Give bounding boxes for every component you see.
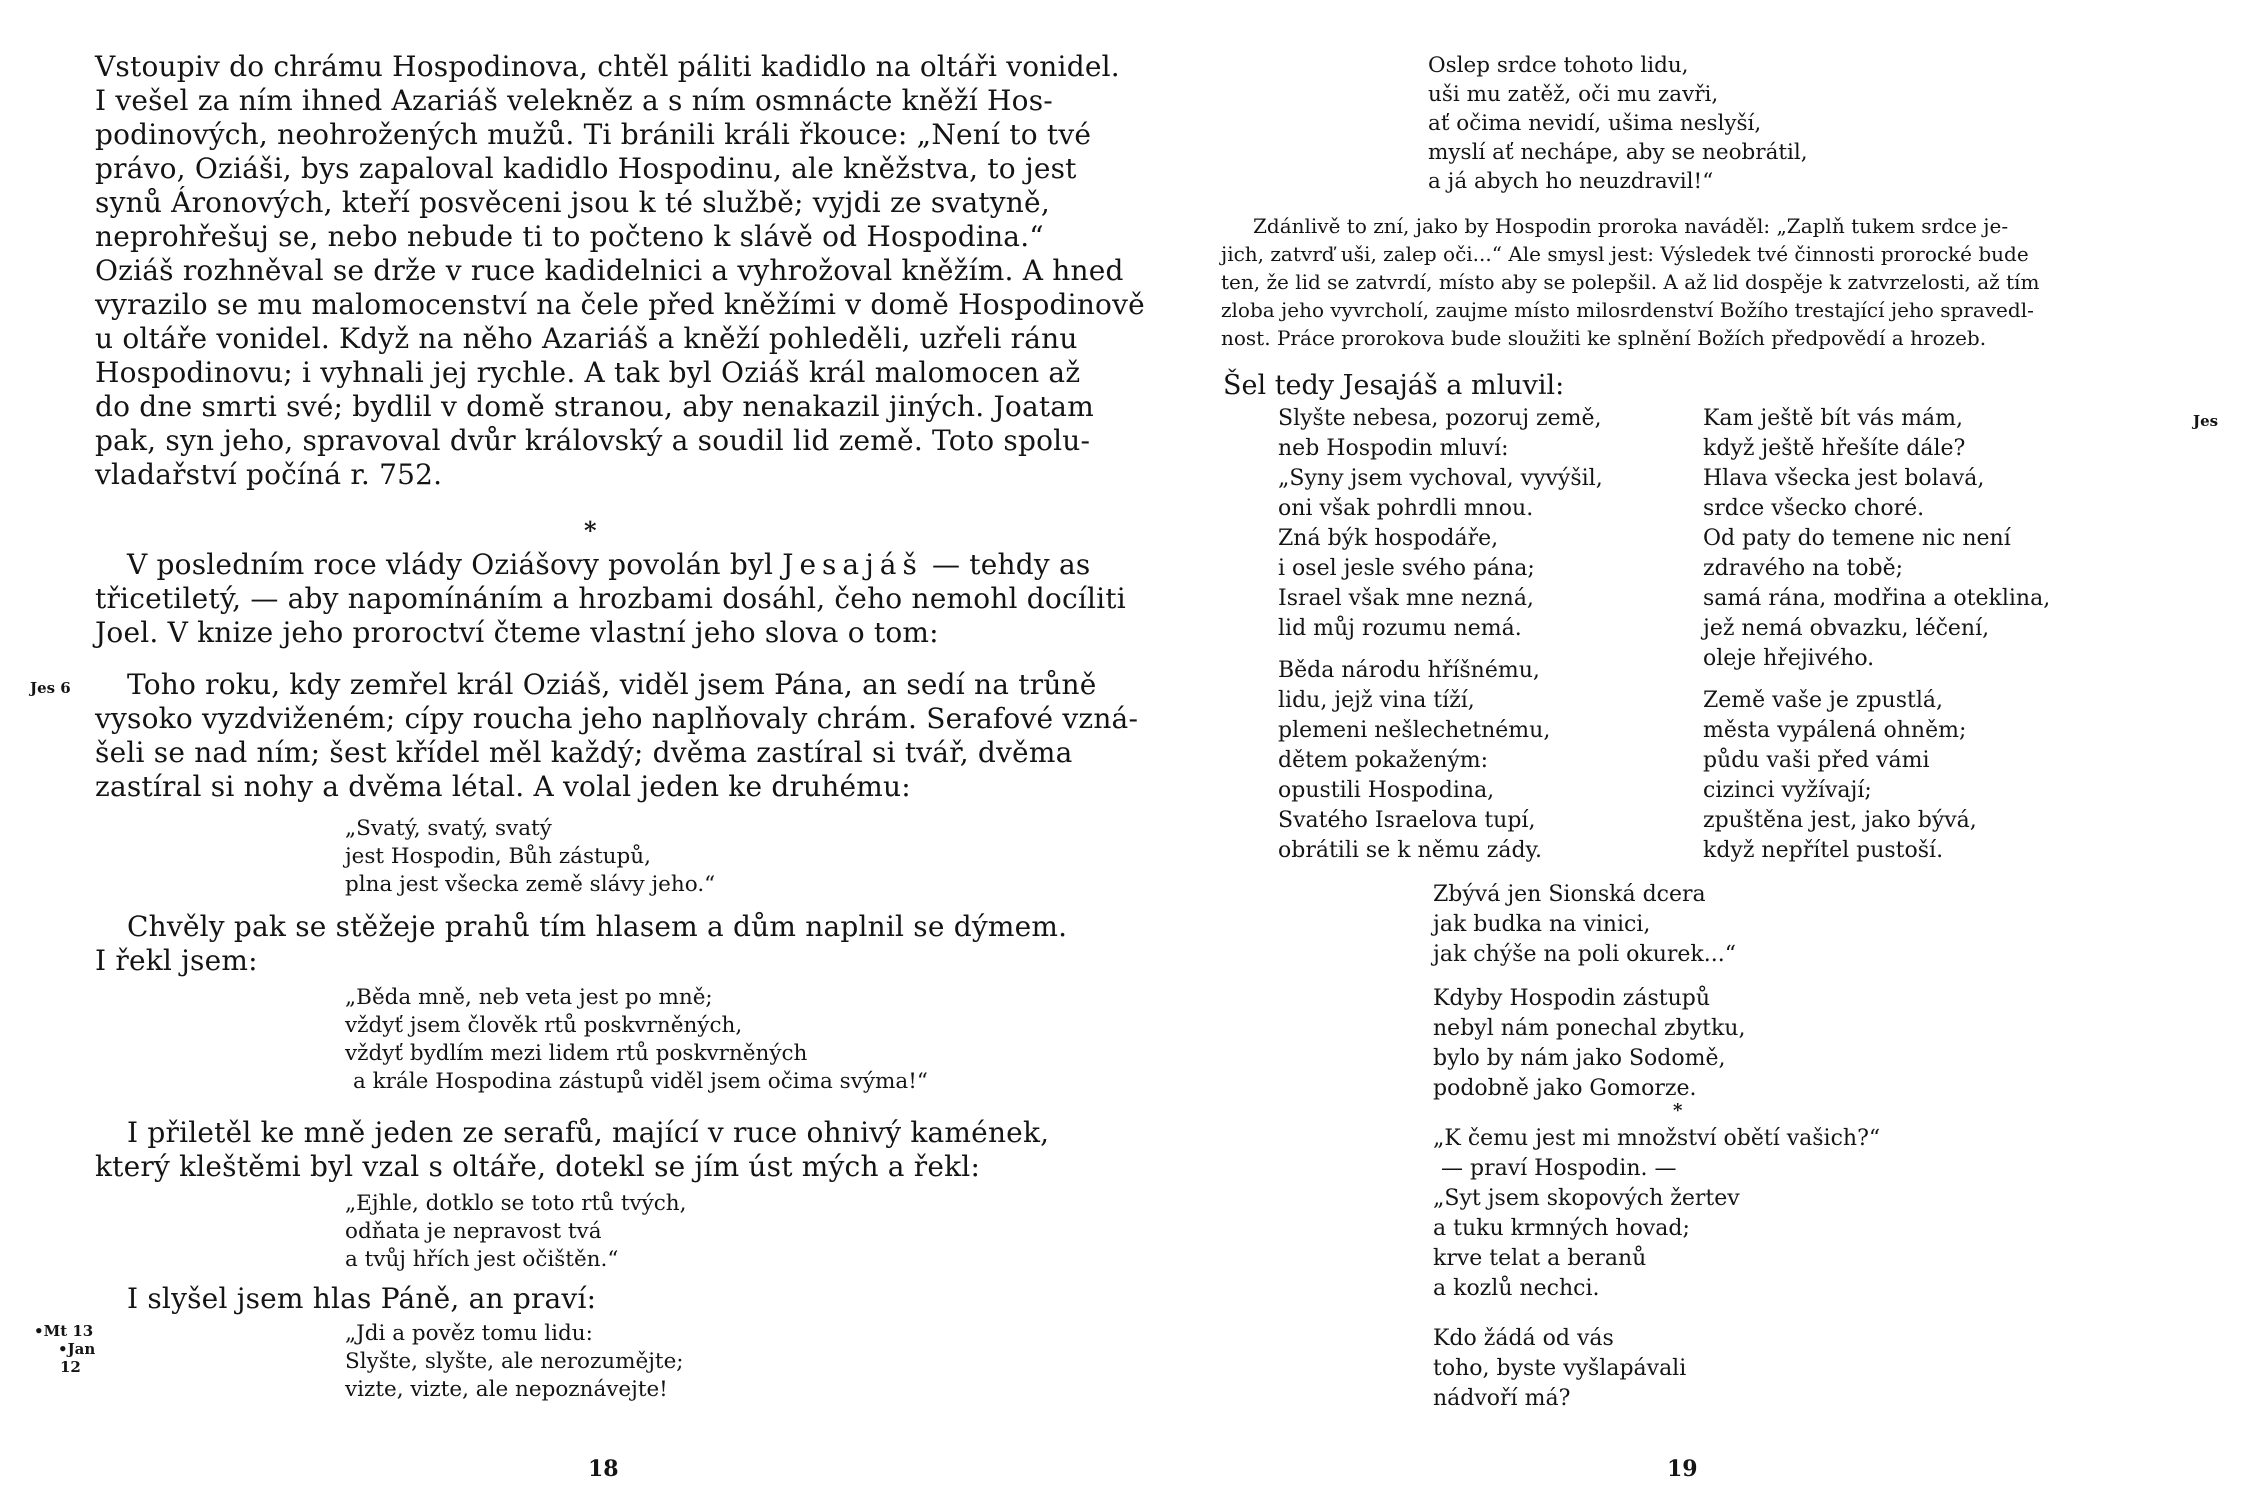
verse-line: plemeni nešlechetnému, [1278,718,1551,743]
text-line: který kleštěmi byl vzal s oltáře, dotekl se jím úst mých a řekl: [95,1150,981,1183]
verse-line: „K čemu jest mi množství obětí vašich?“ [1433,1126,1881,1151]
quote-line: vizte, vizte, ale nepoznávejte! [345,1377,668,1402]
verse-line: Od paty do temene nic není [1703,526,2011,551]
text-line: I přiletěl ke mně jeden ze serafů, mající v ruce ohnivý kamének, [127,1116,1050,1149]
quote-line: plna jest všecka země slávy jeho.“ [345,872,716,897]
note-line: ten, že lid se zatvrdí, místo aby se polepšil. A až lid dospěje k zatvrzelosti, až tím [1221,270,2040,294]
margin-reference-chapter: 12 [60,1358,81,1376]
verse-line: cizinci vyžívají; [1703,778,1872,803]
quote-line: Oslep srdce tohoto lidu, [1428,53,1689,78]
verse-line: oleje hřejivého. [1703,646,1875,671]
text-line: neprohřešuj se, nebo nebude ti to počteno k slávě od Hospodina.“ [95,220,1044,253]
verse-line: opustili Hospodina, [1278,778,1495,803]
text-line: pak, syn jeho, spravoval dvůr královský a soudil lid země. Toto spolu- [95,424,1091,457]
text-segment: — tehdy as [922,548,1091,581]
verse-line: neb Hospodin mluví: [1278,436,1509,461]
verse-line: srdce všecko choré. [1703,496,1925,521]
text-line: u oltáře vonidel. Když na něho Azariáš a kněží pohleděli, uzřeli ránu [95,322,1078,355]
verse-line: když ještě hřešíte dále? [1703,436,1966,461]
verse-line: krve telat a beranů [1433,1246,1647,1271]
verse-line: Země vaše je zpustlá, [1703,688,1943,713]
verse-line: zdravého na tobě; [1703,556,1904,581]
quote-line: uši mu zatěž, oči mu zavři, [1428,82,1719,107]
verse-line: toho, byste vyšlapávali [1433,1356,1687,1381]
text-line: vysoko vyzdviženém; cípy roucha jeho naplňovaly chrám. Serafové vzná- [95,702,1139,735]
verse-line: zpuštěna jest, jako bývá, [1703,808,1977,833]
text-line: třicetiletý, — aby napomínáním a hrozbami dosáhl, čeho nemohl docíliti [95,582,1126,615]
verse-line: oni však pohrdli mnou. [1278,496,1534,521]
verse-line: nádvoří má? [1433,1386,1571,1411]
quote-line: „Ejhle, dotklo se toto rtů tvých, [345,1191,687,1216]
text-line [127,548,1090,582]
text-line: šeli se nad ním; šest křídel měl každý; dvěma zastíral si tvář, dvěma [95,736,1073,769]
quote-line: a tvůj hřích jest očištěn.“ [345,1247,619,1272]
verse-line: když nepřítel pustoší. [1703,838,1944,863]
verse-line: bylo by nám jako Sodomě, [1433,1046,1726,1071]
text-line: Toho roku, kdy zemřel král Oziáš, viděl jsem Pána, an sedí na trůně [127,668,1097,701]
note-line: jich, zatvrď uši, zalep oči...“ Ale smysl jest: Výsledek tvé činnosti prorocké bude [1221,242,2029,266]
verse-line: jež nemá obvazku, léčení, [1703,616,1990,641]
verse-line: „Syny jsem vychoval, vyvýšil, [1278,466,1603,491]
verse-line: samá rána, modřina a oteklina, [1703,586,2051,611]
text-line: synů Áronových, kteří posvěceni jsou k té službě; vyjdi ze svatyně, [95,186,1050,219]
verse-line: Zná býk hospodáře, [1278,526,1499,551]
verse-line: obrátili se k němu zády. [1278,838,1543,863]
text-line: I vešel za ním ihned Azariáš velekněz a s ním osmnácte kněží Hos- [95,84,1053,117]
heading-line: Šel tedy Jesajáš a mluvil: [1223,370,1565,401]
text-line: do dne smrti své; bydlil v domě stranou, aby nenakazil jiných. Joatam [95,390,1094,423]
text-line: Chvěly pak se stěžeje prahů tím hlasem a dům naplnil se dýmem. [127,910,1068,943]
text-line: I řekl jsem: [95,944,258,977]
text-line: Hospodinovu; i vyhnali jej rychle. A tak byl Oziáš král malomocen až [95,356,1081,389]
verse-line: Kam ještě bít vás mám, [1703,406,1964,431]
text-line: I slyšel jsem hlas Páně, an praví: [127,1282,597,1315]
note-line: nost. Práce prorokova bude sloužiti ke splnění Božích předpovědí a hrozeb. [1221,326,1987,350]
margin-reference-mt: •Mt 13 [34,1322,94,1340]
section-separator: * [1673,1100,1683,1121]
verse-line: Běda národu hříšnému, [1278,658,1540,683]
verse-line: lid můj rozumu nemá. [1278,616,1522,641]
quote-line: vždyť bydlím mezi lidem rtů poskvrněných [345,1041,808,1066]
verse-line: — praví Hospodin. — [1441,1156,1677,1181]
section-separator: * [584,516,597,545]
verse-line: města vypálená ohněm; [1703,718,1967,743]
verse-line: „Syt jsem skopových žertev [1433,1186,1740,1211]
quote-line: „Jdi a pověz tomu lidu: [345,1321,593,1346]
page-number: 19 [1667,1456,1698,1482]
quote-line: ať očima nevidí, ušima neslyší, [1428,111,1762,136]
verse-line: lidu, jejž vina tíží, [1278,688,1475,713]
verse-line: i osel jesle svého pána; [1278,556,1535,581]
text-line: zastíral si nohy a dvěma létal. A volal jeden ke druhému: [95,770,911,803]
quote-line: jest Hospodin, Bůh zástupů, [345,844,651,869]
margin-reference-jes: Jes [2193,412,2219,430]
verse-line: Hlava všecka jest bolavá, [1703,466,1985,491]
verse-line: půdu vaši před vámi [1703,748,1930,773]
right-page [1123,0,2246,1500]
verse-line: Zbývá jen Sionská dcera [1433,882,1706,907]
note-line: Zdánlivě to zní, jako by Hospodin proroka naváděl: „Zaplň tukem srdce je- [1253,214,2009,238]
text-line: právo, Oziáši, bys zapaloval kadidlo Hospodinu, ale kněžstva, to jest [95,152,1077,185]
quote-line: odňata je nepravost tvá [345,1219,602,1244]
verse-line: Kdo žádá od vás [1433,1326,1614,1351]
verse-line: dětem pokaženým: [1278,748,1489,773]
prophet-name: Jesajáš [782,548,923,581]
text-line: vladařství počíná r. 752. [95,458,443,491]
margin-reference-jes: Jes 6 [30,679,71,697]
quote-line: a já abych ho neuzdravil!“ [1428,169,1714,194]
verse-line: jak budka na vinici, [1433,912,1651,937]
text-line: podinových, neohrožených mužů. Ti bránili králi řkouce: „Není to tvé [95,118,1092,151]
verse-line: Slyšte nebesa, pozoruj země, [1278,406,1602,431]
text-line: Vstoupiv do chrámu Hospodinova, chtěl páliti kadidlo na oltáři vonidel. [95,50,1120,83]
note-line: zloba jeho vyvrcholí, zaujme místo milosrdenství Božího trestající jeho spravedl- [1221,298,2034,322]
text-segment: V posledním roce vlády Oziášovy povolán byl [127,548,783,581]
text-line: Oziáš rozhněval se drže v ruce kadidelnici a vyhrožoval kněžím. A hned [95,254,1124,287]
quote-line: „Svatý, svatý, svatý [345,816,552,841]
verse-line: podobně jako Gomorze. [1433,1076,1697,1101]
verse-line: a tuku krmných hovad; [1433,1216,1690,1241]
margin-reference-jan: •Jan [58,1340,96,1358]
quote-line: a krále Hospodina zástupů viděl jsem očima svýma!“ [353,1069,928,1094]
quote-line: Slyšte, slyšte, ale nerozumějte; [345,1349,684,1374]
verse-line: nebyl nám ponechal zbytku, [1433,1016,1746,1041]
quote-line: vždyť jsem člověk rtů poskvrněných, [345,1013,743,1038]
verse-line: Kdyby Hospodin zástupů [1433,986,1711,1011]
quote-line: „Běda mně, neb veta jest po mně; [345,985,713,1010]
verse-line: Svatého Israelova tupí, [1278,808,1536,833]
verse-line: Israel však mne nezná, [1278,586,1534,611]
verse-line: a kozlů nechci. [1433,1276,1600,1301]
page-number: 18 [588,1456,619,1482]
text-line: vyrazilo se mu malomocenství na čele před kněžími v domě Hospodinově [95,288,1145,321]
verse-line: jak chýše na poli okurek...“ [1433,942,1736,967]
text-line: Joel. V knize jeho proroctví čteme vlastní jeho slova o tom: [95,616,939,649]
quote-line: myslí ať nechápe, aby se neobrátil, [1428,140,1808,165]
